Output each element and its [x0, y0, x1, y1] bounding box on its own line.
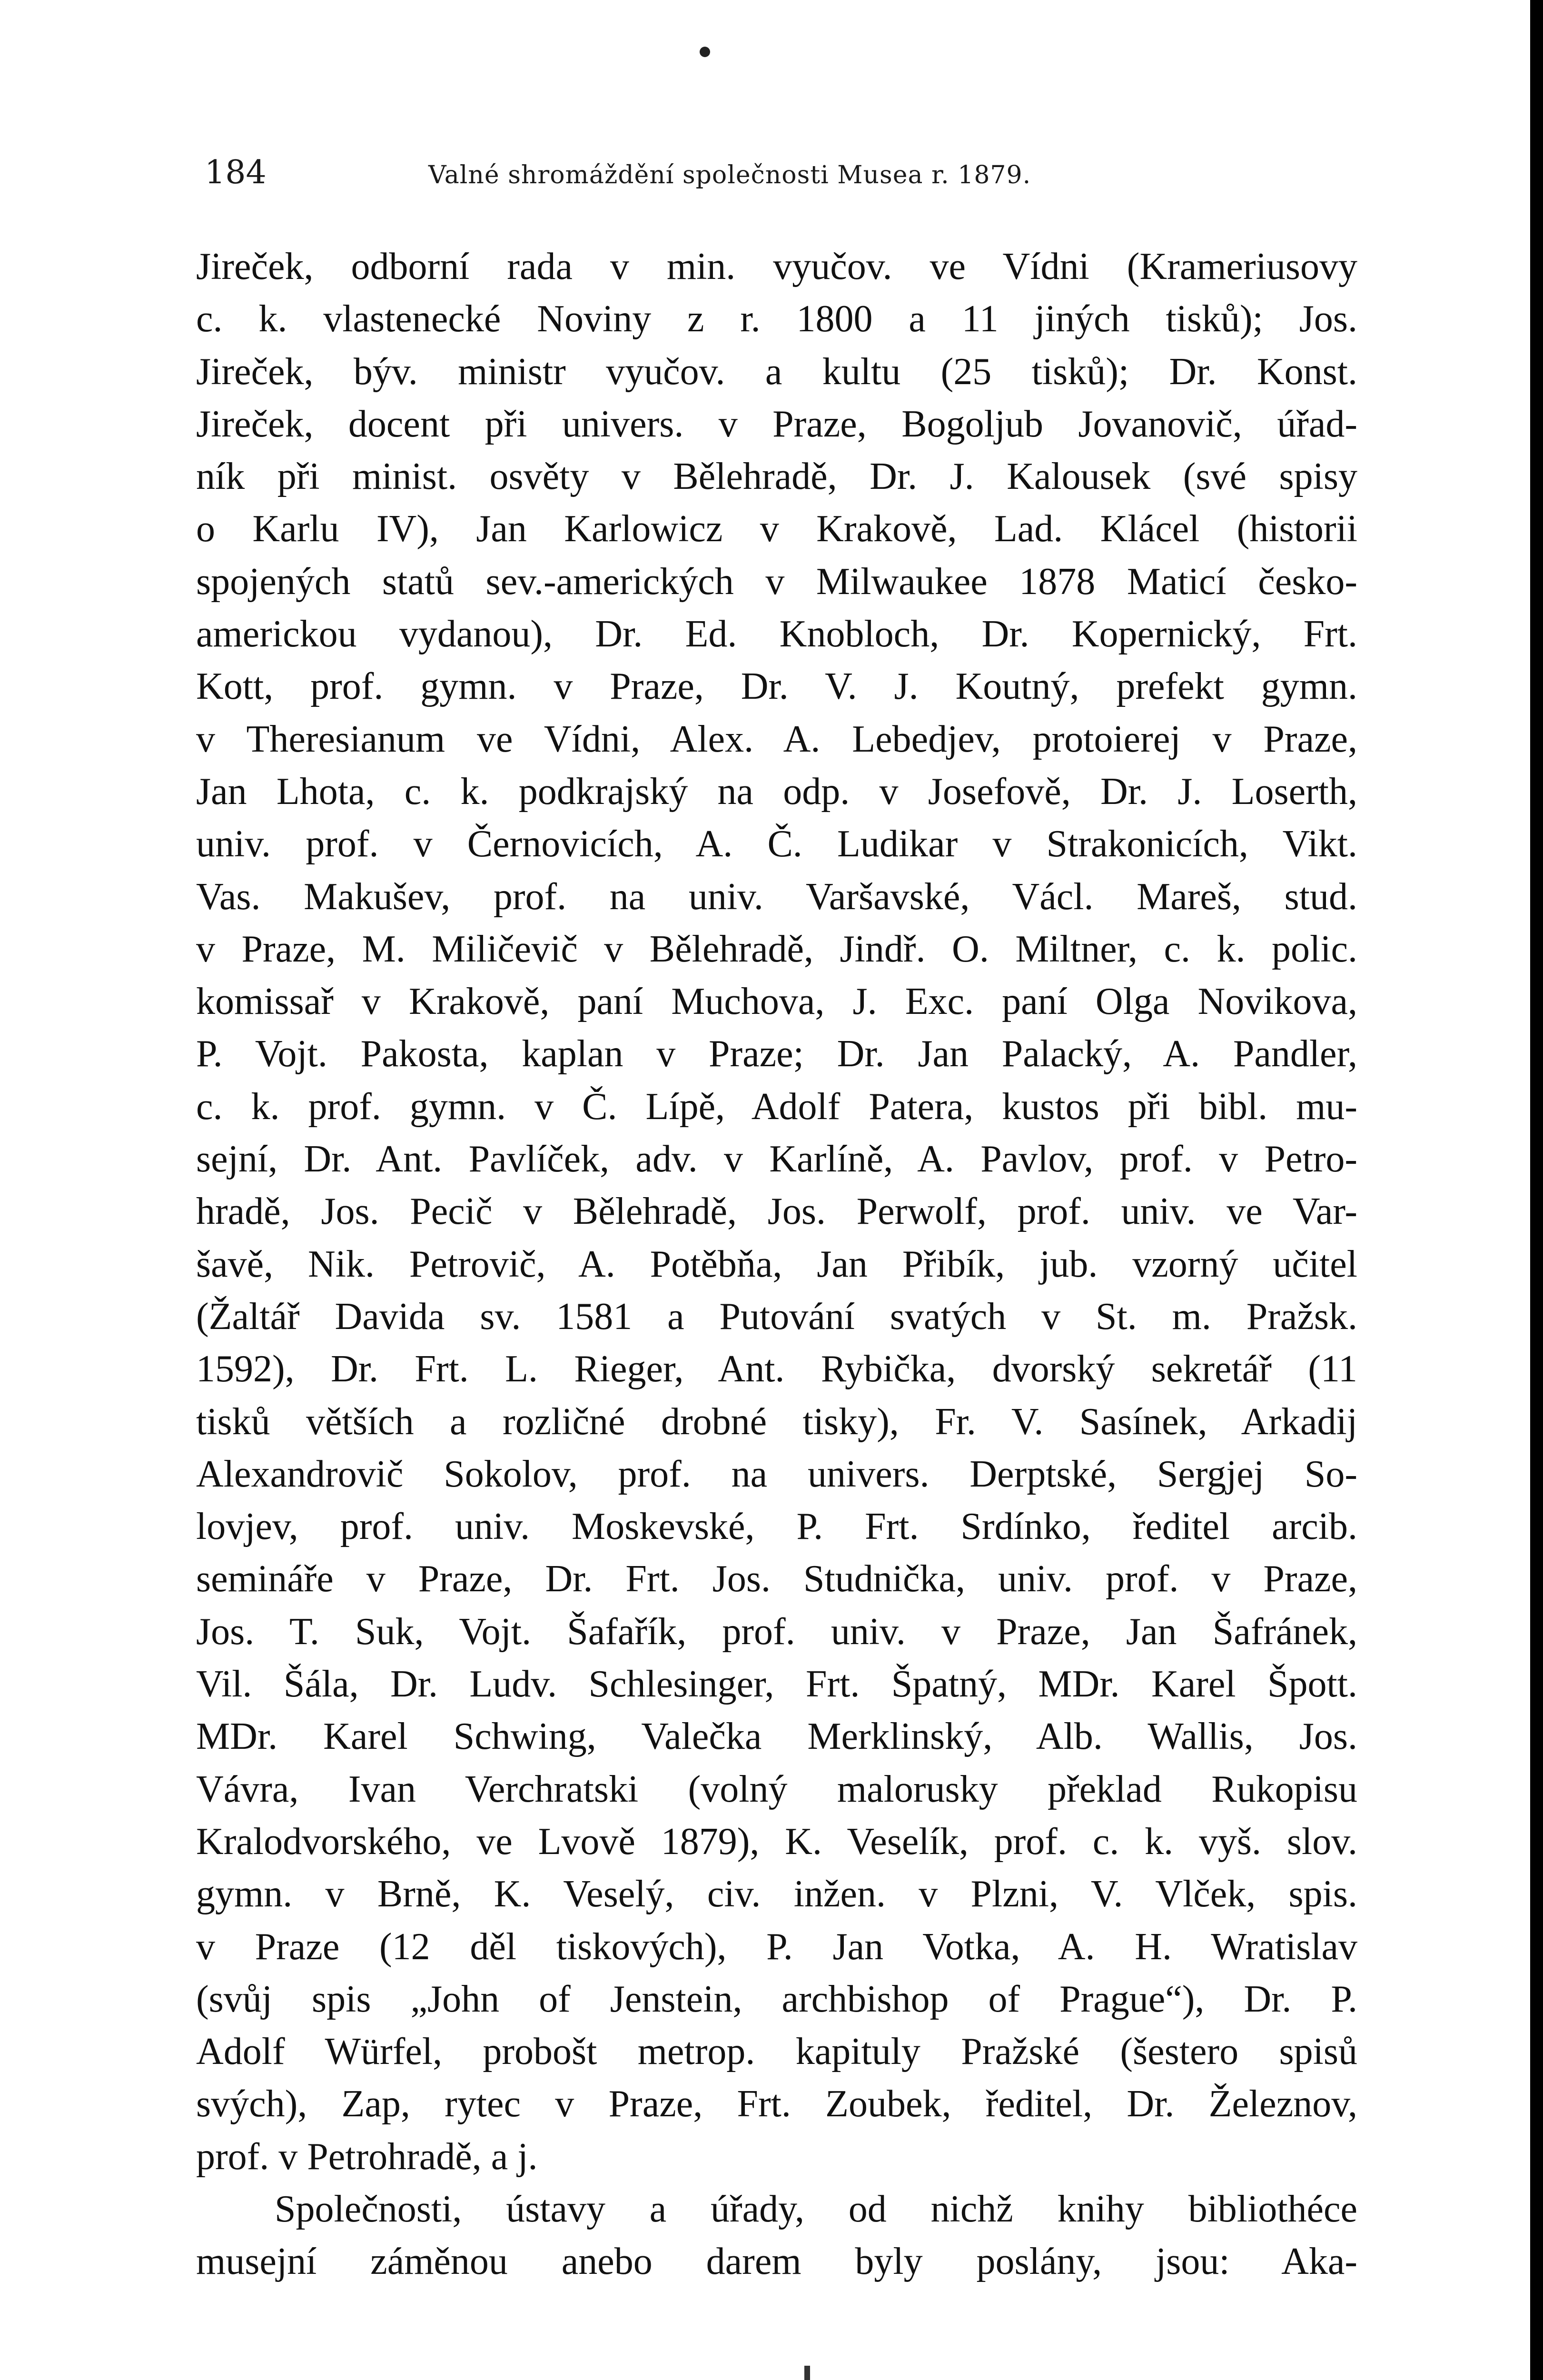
text-line: Adolf Würfel, probošt metrop. kapituly Pražské (šestero spisů: [196, 2031, 1357, 2073]
text-line: tisků větších a rozličné drobné tisky), Fr. V. Sasínek, Arkadij: [196, 1400, 1357, 1443]
text-line: v Theresianum ve Vídni, Alex. A. Lebedjev, protoierej v Praze,: [196, 718, 1357, 760]
text-line: ník při minist. osvěty v Bělehradě, Dr. J. Kalousek (své spisy: [196, 456, 1357, 498]
text-line: univ. prof. v Černovicích, A. Č. Ludikar v Strakonicích, Vikt.: [196, 823, 1357, 865]
page-number: 184: [205, 154, 267, 191]
text-line: Jireček, docent při univers. v Praze, Bogoljub Jovanovič, úřad-: [196, 403, 1357, 445]
text-line: svých), Zap, rytec v Praze, Frt. Zoubek, ředitel, Dr. Železnov,: [196, 2083, 1357, 2125]
text-line: Kralodvorského, ve Lvově 1879), K. Veselík, prof. c. k. vyš. slov.: [196, 1820, 1357, 1863]
ink-speck: [700, 47, 710, 57]
text-line: (Žaltář Davida sv. 1581 a Putování svatých v St. m. Pražsk.: [196, 1295, 1357, 1338]
text-line: Kott, prof. gymn. v Praze, Dr. V. J. Koutný, prefekt gymn.: [196, 665, 1357, 708]
page-header: [205, 151, 1157, 194]
text-line: hradě, Jos. Pecič v Bělehradě, Jos. Perwolf, prof. univ. ve Var-: [196, 1190, 1357, 1233]
text-line: americkou vydanou), Dr. Ed. Knobloch, Dr. Kopernický, Frt.: [196, 613, 1357, 655]
text-line: P. Vojt. Pakosta, kaplan v Praze; Dr. Jan Palacký, A. Pandler,: [196, 1033, 1357, 1075]
text-line: o Karlu IV), Jan Karlowicz v Krakově, Lad. Klácel (historii: [196, 508, 1357, 550]
paragraph-first-line: Společnosti, ústavy a úřady, od nichž knihy bibliothéce: [275, 2188, 1357, 2230]
text-line: gymn. v Brně, K. Veselý, civ. inžen. v Plzni, V. Vlček, spis.: [196, 1873, 1357, 1915]
scan-border: [1530, 0, 1543, 2380]
text-line: Jos. T. Suk, Vojt. Šafařík, prof. univ. v Praze, Jan Šafránek,: [196, 1610, 1357, 1653]
text-line: c. k. prof. gymn. v Č. Lípě, Adolf Patera, kustos při bibl. mu-: [196, 1085, 1357, 1128]
text-line: semináře v Praze, Dr. Frt. Jos. Studnička, univ. prof. v Praze,: [196, 1558, 1357, 1600]
text-line: v Praze, M. Miličevič v Bělehradě, Jindř. O. Miltner, c. k. polic.: [196, 928, 1357, 970]
text-line: c. k. vlastenecké Noviny z r. 1800 a 11 jiných tisků); Jos.: [196, 298, 1357, 340]
text-line: v Praze (12 děl tiskových), P. Jan Votka, A. H. Wratislav: [196, 1925, 1357, 1968]
text-line: Vas. Makušev, prof. na univ. Varšavské, Václ. Mareš, stud.: [196, 875, 1357, 918]
text-line: (svůj spis „John of Jenstein, archbishop of Prague“), Dr. P.: [196, 1978, 1357, 2020]
body-text: [196, 240, 1357, 2288]
text-line: spojených statů sev.-amerických v Milwaukee 1878 Maticí česko-: [196, 560, 1357, 603]
text-line: Jireček, odborní rada v min. vyučov. ve Vídni (Krameriusovy: [196, 246, 1357, 288]
running-head: Valné shromáždění společnosti Musea r. 1879.: [428, 161, 1031, 189]
text-line: šavě, Nik. Petrovič, A. Potěbňa, Jan Přibík, jub. vzorný učitel: [196, 1243, 1357, 1285]
text-line: musejní záměnou anebo darem byly poslány, jsou: Aka-: [196, 2241, 1357, 2283]
ink-speck: [804, 2366, 810, 2380]
text-line: prof. v Petrohradě, a j.: [196, 2135, 538, 2178]
text-line: Vávra, Ivan Verchratski (volný malorusky překlad Rukopisu: [196, 1768, 1357, 1810]
text-line: sejní, Dr. Ant. Pavlíček, adv. v Karlíně, A. Pavlov, prof. v Petro-: [196, 1138, 1357, 1180]
text-line: 1592), Dr. Frt. L. Rieger, Ant. Rybička, dvorský sekretář (11: [196, 1348, 1357, 1390]
text-line: Jan Lhota, c. k. podkrajský na odp. v Josefově, Dr. J. Loserth,: [196, 770, 1357, 813]
text-line: Alexandrovič Sokolov, prof. na univers. Derptské, Sergjej So-: [196, 1453, 1357, 1495]
text-line: lovjev, prof. univ. Moskevské, P. Frt. Srdínko, ředitel arcib.: [196, 1506, 1357, 1548]
text-line: Jireček, býv. ministr vyučov. a kultu (25 tisků); Dr. Konst.: [196, 350, 1357, 393]
text-line: komissař v Krakově, paní Muchova, J. Exc. paní Olga Novikova,: [196, 981, 1357, 1023]
text-line: MDr. Karel Schwing, Valečka Merklinský, Alb. Wallis, Jos.: [196, 1716, 1357, 1758]
text-line: Vil. Šála, Dr. Ludv. Schlesinger, Frt. Špatný, MDr. Karel Špott.: [196, 1663, 1357, 1706]
